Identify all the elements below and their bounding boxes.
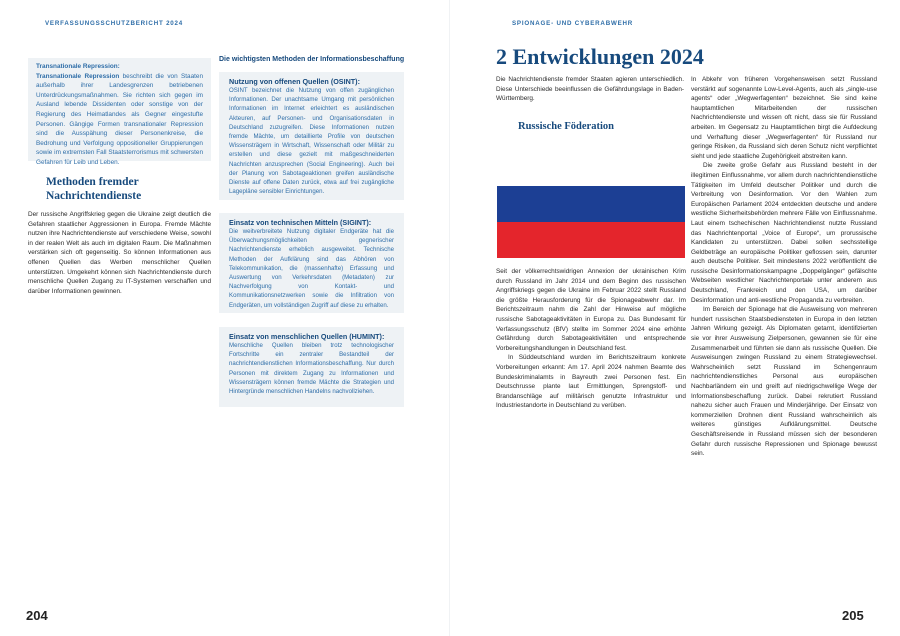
sigint-title: Einsatz von technischen Mitteln (SIGINT): xyxy=(229,218,372,227)
intro-text: Die Nachrichtendienste fremder Staaten agieren unterschiedlich. Diese Unterschiede beeinflussen die Gefährdungslage in Baden-Württemberg. xyxy=(496,76,684,103)
flag-stripe-red xyxy=(497,222,685,258)
column-1 xyxy=(496,267,686,411)
methods-heading: Methoden fremder Nachrichtendienste xyxy=(46,176,142,202)
col2-paragraph-1: In Abkehr von früheren Vorgehensweisen setzt Russland verstärkt auf sogenannte Low-Level-Agents, auch als „single-use agents“ oder „Wegwerfagenten“ bezeichnet. Sie sind keine hauptamtlichen Mitarbeitenden der russischen Nachrichtendienste und wissen oft nicht, dass sie für Russland arbeiten. Im Gegensatz zu Hauptamtlichen birgt die Aufdeckung und Verhaftung dieser „Wegwerfagenten“ für Russland nur geringe Risiken, da Russland sich deren Schutz nicht verpflichtet sieht und jede staatliche Zugehörigkeit abstreiten kann. xyxy=(691,76,877,160)
col2-paragraph-3: Im Bereich der Spionage hat die Ausweisung von mehreren hundert russischen Staatsbediensteten in Europa in den letzten Jahren Wirkung gezeigt. Als Diplomaten getarnt, identifizierten sie vor ihrer Ausweisung Zielpersonen, gewannen sie für eine Zusammenarbeit und führten sie dann als russische Quellen. Die Ausweisungen zwingen Russland zu einem Strategiewechsel. Wahrscheinlich setzt Russland im Schengenraum nachrichtendienstliches Personal aus europäischen Nachbarländern ein und greift auf niedrigschwellige Wege der Informationsbeschaffung zurück. Dabei rekrutiert Russland nahezu sicher auch Frauen und Minderjährige. Der Einsatz von kommerziellen Drohnen dient Russland wahrscheinlich als weiteres günstiges Aufklärungsmittel. Deutsche Geschäftsreisende in Russland müssen sich der besonderen Gefahr durch russische Repressionen und Spionage bewusst sein. xyxy=(691,306,877,458)
humint-box xyxy=(219,327,404,407)
column-2 xyxy=(691,75,877,459)
osint-box xyxy=(219,72,404,200)
osint-text: OSINT bezeichnet die Nutzung von offen zugänglichen Informationen. Der unachtsame Umgang mit persönlichen Informationen im Internet erleichtert es ausländischen Akteuren, auf Personen- und Organisationsdaten in Deutschland zuzugreifen. Diese Informationen nutzen fremde Mächte, um detaillierte Profile von deutschen Wissensträgern in Wirtschaft, Wissenschaft oder Militär zu erstellen und diese gezielt mit maßgeschneiderten Nachrichten anzusprechen (Social Engineering). Auch bei der Planung von Sabotageaktionen greifen ausländische Dienste auf offene Daten zurück, etwa auf frei zugängliche Lagepläne sensibler Einrichtungen. xyxy=(229,87,394,196)
humint-title: Einsatz von menschlichen Quellen (HUMINT): xyxy=(229,332,385,341)
repression-lead: Transnationale Repression xyxy=(36,72,120,80)
right-page xyxy=(450,0,900,636)
running-head-left: VERFASSUNGSSCHUTZBERICHT 2024 xyxy=(45,20,184,27)
page-number-left: 204 xyxy=(26,608,48,623)
page-number-right: 205 xyxy=(842,608,864,623)
col1-paragraph-1: Seit der völkerrechtswidrigen Annexion der ukrainischen Krim durch Russland im Jahr 2014 und dem Beginn des russischen Angriffskriegs gegen die Ukraine im Februar 2022 stellt Russland die größte Herausforderung für die Spionageabwehr dar. Im Berichtszeitraum nahm die Zahl der Hinweise auf mögliche russische Sabotageaktivitäten in Europa zu. Das Bundesamt für Verfassungsschutz (BfV) stellte im Sommer 2024 eine erhöhte Gefährdung durch Sabotageaktivitäten und entsprechende Vorbereitungshandlungen in Deutschland fest. xyxy=(496,268,686,352)
chapter-title: 2 Entwicklungen 2024 xyxy=(496,44,704,69)
russian-flag-image xyxy=(497,150,685,258)
flag-stripe-white xyxy=(497,150,685,186)
osint-title: Nutzung von offenen Quellen (OSINT): xyxy=(229,77,360,86)
repression-box xyxy=(28,58,211,166)
methods-text: Der russische Angriffskrieg gegen die Ukraine zeigt deutlich die Gefahren staatlicher Aggressionen in Europa. Fremde Mächte nutzen ihre Nachrichtendienste auf verschiedene Weise, sowohl in der realen Welt als auch im digitalen Raum. Die Maßnahmen verstärken sich oft gegenseitig. So können Informationen aus offenen Quellen das Werben menschlicher Quellen unterstützen. Umgekehrt können sich Nachrichtendienste durch menschliche Quellen Zugang zu IT-Systemen verschaffen und darüber Informationen gewinnen. xyxy=(28,211,211,295)
repression-text: beschreibt die von Staaten außerhalb ihrer Landesgrenzen betriebenen Unterdrückungsmaßnahmen. Sie richten sich gegen im Ausland lebende Dissidenten oder sonstige von der Regierung des Heimatlandes als Gegner eingestufte Personen. Gängige Formen transnationaler Repression sind die Ausspähung dieser Personenkreise, die Bedrohung und Verfolgung oppositioneller Gruppierungen sowie im extremsten Fall Staatsterrorismus mit schwersten Gefahren für Leib und Leben. xyxy=(36,72,204,166)
section-heading-russia: Russische Föderation xyxy=(518,121,614,132)
col2-paragraph-2: Die zweite große Gefahr aus Russland besteht in der illegitimen Einflussnahme, vor allem durch nachrichtendienstliche Tätigkeiten im Umfeld deutscher Politiker und durch die Verbreitung von Desinformation. Vor den Wahlen zum Europäischen Parlament 2024 entdeckten deutsche und andere westliche Sicherheitsbehörden mehrere Fälle von Einflussnahme. Laut einem tschechischen Nachrichtendienst nutzte Russland das Nachrichtenportal „Voice of Europe“, um prorussische Kandidaten zu unterstützen. Dabei sollen sechsstellige Geldbeträge an europäische Politiker geflossen sein, darunter auch deutsche Politiker. Seit mindestens 2022 veröffentlicht die russische Desinformationskampagne „Doppelgänger“ gefälschte Webseiten westlicher Nachrichtenportale unter anderem aus Deutschland, Frankreich und den USA, um darüber Desinformation und anti-westliche Propaganda zu verbreiten. xyxy=(691,162,877,304)
repression-box-text xyxy=(36,72,203,168)
methods-box-title: Die wichtigsten Methoden der Informationsbeschaffung xyxy=(219,56,405,63)
col1-paragraph-2: In Süddeutschland wurden im Berichtszeitraum konkrete Vorbereitungen erkannt: Am 17. April 2024 nahmen Beamte des Bundeskriminalamts in Bayreuth zwei Personen fest. Ein Deutschrusse plante laut Ermittlungen, Sprengstoff- und Brandanschläge auf militärisch genutzte Infrastruktur und Industriestandorte in Deutschland zu verüben. xyxy=(496,354,686,410)
running-head-right: SPIONAGE- UND CYBERABWEHR xyxy=(512,20,634,27)
flag-stripe-blue xyxy=(497,186,685,222)
humint-text: Menschliche Quellen bleiben trotz technologischer Fortschritte ein zentraler Bestandteil der nachrichtendienstlichen Informationsbeschaffung. Nur durch Personen mit direktem Zugang zu Informationen und Wissensträgern können fremde Mächte die Strategien und Hintergründe menschlichen Handelns nachvollziehen. xyxy=(229,342,394,396)
sigint-box xyxy=(219,213,404,313)
repression-box-title: Transnationale Repression: xyxy=(36,63,120,70)
sigint-text: Die weitverbreitete Nutzung digitaler Endgeräte hat die Überwachungsmöglichkeiten gegnerischer Nachrichtendienste erheblich ausgeweitet. Technische Methoden der Aufklärung sind das Abhören von Telekommunikation, die (massenhafte) Erfassung und Auswertung von Verkehrsdaten (Metadaten) zur Nachverfolgung von Kontakt- und Kommunikationsnetzwerken sowie die Infiltration von Endgeräten, um vollständigen Zugriff auf diese zu erhalten. xyxy=(229,228,394,309)
